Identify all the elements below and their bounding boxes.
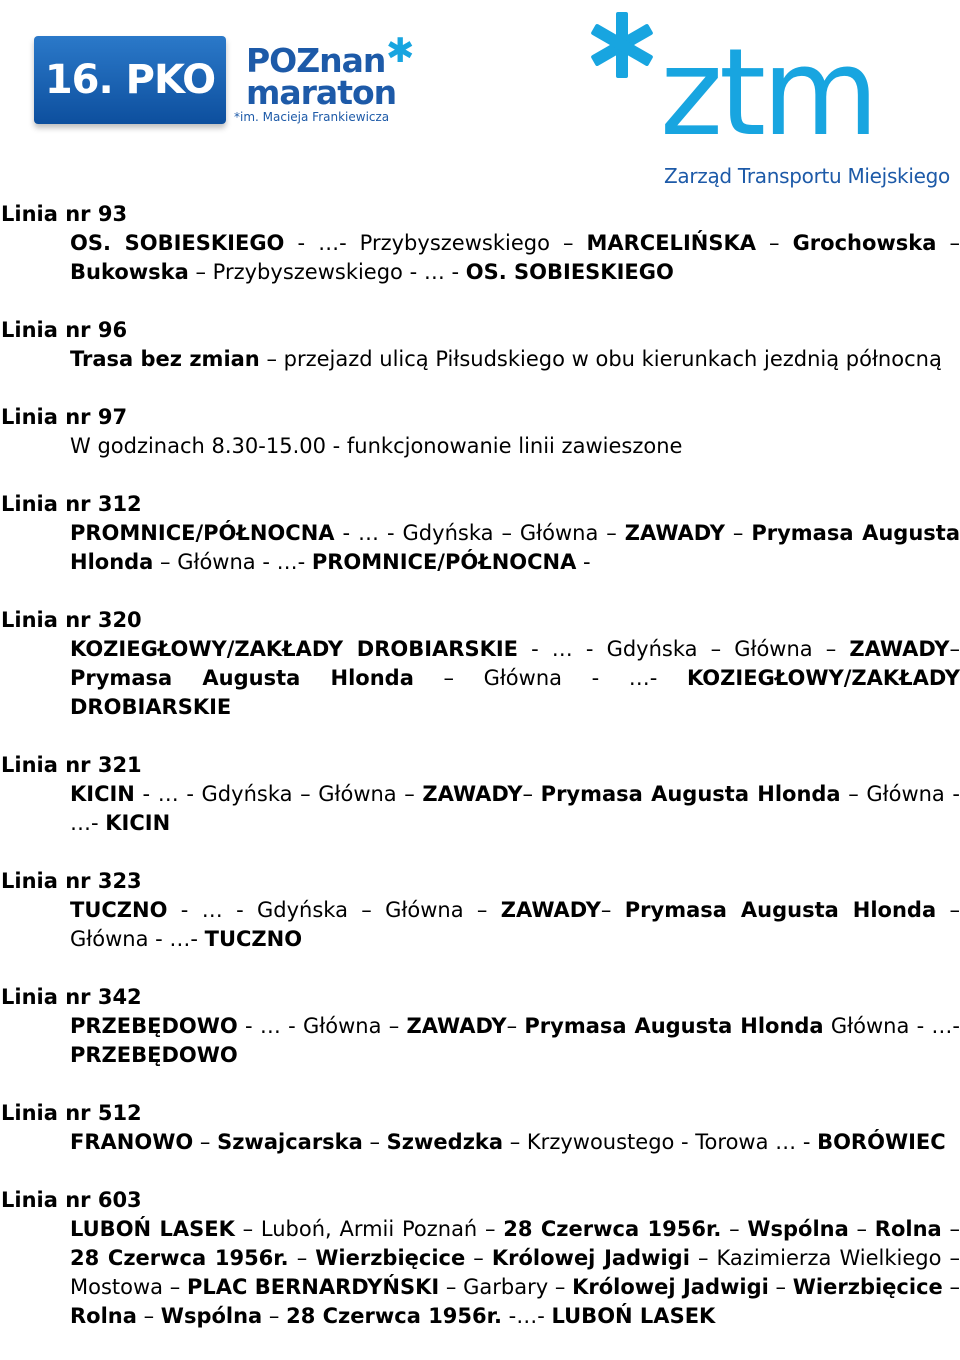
route-text: – Luboń, Armii Poznań – xyxy=(235,1217,503,1241)
route-stop-bold: Prymasa Augusta Hlonda xyxy=(541,782,841,806)
route-title: Linia nr 96 xyxy=(0,316,960,345)
route-text: – Główna - …- xyxy=(153,550,311,574)
route-text: – Garbary – xyxy=(439,1275,572,1299)
route-description xyxy=(0,780,960,838)
route-entry xyxy=(0,751,960,838)
route-description xyxy=(0,345,960,374)
route-text: – xyxy=(507,1014,525,1038)
route-stop-bold: PRZEBĘDOWO xyxy=(70,1014,238,1038)
route-text: – xyxy=(289,1246,316,1270)
poznan-logo-top: POZnan xyxy=(246,44,385,78)
route-stop-bold: Prymasa Augusta Hlonda xyxy=(625,898,936,922)
route-stop-bold: TUCZNO xyxy=(70,898,167,922)
route-text: -…- xyxy=(502,1304,552,1328)
route-stop-bold: Wierzbięcice xyxy=(793,1275,943,1299)
route-stop-bold: PRZEBĘDOWO xyxy=(70,1043,238,1067)
route-stop-bold: Królowej Jadwigi xyxy=(492,1246,690,1270)
route-stop-bold: FRANOWO xyxy=(70,1130,193,1154)
route-text: – Główna - …- xyxy=(414,666,687,690)
route-text: – Główna - …- xyxy=(70,782,960,835)
route-stop-bold: TUCZNO xyxy=(205,927,302,951)
route-entry xyxy=(0,403,960,461)
ztm-subtitle: Zarząd Transportu Miejskiego xyxy=(664,164,950,188)
poznan-logo-bottom: maraton xyxy=(246,76,396,110)
route-text: – xyxy=(756,231,793,255)
route-stop-bold: BORÓWIEC xyxy=(817,1130,946,1154)
route-text: – xyxy=(936,231,960,255)
route-text: – xyxy=(725,521,751,545)
route-stop-bold: Wierzbięcice xyxy=(315,1246,465,1270)
route-text: – xyxy=(950,637,960,661)
route-title: Linia nr 312 xyxy=(0,490,960,519)
route-text: – xyxy=(193,1130,217,1154)
route-text: – xyxy=(942,1217,960,1241)
route-text: – xyxy=(769,1275,793,1299)
route-stop-bold: Trasa bez zmian xyxy=(70,347,260,371)
route-title: Linia nr 320 xyxy=(0,606,960,635)
route-stop-bold: MARCELIŃSKA xyxy=(586,231,756,255)
route-stop-bold: 28 Czerwca 1956r. xyxy=(286,1304,502,1328)
route-stop-bold: ZAWADY xyxy=(625,521,725,545)
route-description xyxy=(0,432,960,461)
route-stop-bold: OS. SOBIESKIEGO xyxy=(466,260,674,284)
poznan-logo-subtitle: *im. Macieja Frankiewicza xyxy=(234,110,389,124)
route-title: Linia nr 321 xyxy=(0,751,960,780)
route-stop-bold: Prymasa Augusta Hlonda xyxy=(70,666,414,690)
route-title: Linia nr 97 xyxy=(0,403,960,432)
pko-logo: 16. PKO xyxy=(34,36,226,124)
route-stop-bold: Wspólna xyxy=(747,1217,848,1241)
header xyxy=(0,0,960,200)
route-stop-bold: Prymasa Augusta Hlonda xyxy=(70,521,960,574)
route-text: - … - Gdyńska – Główna – xyxy=(518,637,849,661)
route-text: Główna - …- xyxy=(824,1014,960,1038)
route-entry xyxy=(0,1186,960,1331)
route-description xyxy=(0,1215,960,1331)
route-text: – xyxy=(523,782,541,806)
route-entry xyxy=(0,983,960,1070)
route-entry xyxy=(0,490,960,577)
route-title: Linia nr 603 xyxy=(0,1186,960,1215)
route-text: – przejazd ulicą Piłsudskiego w obu kierunkach jezdnią północną xyxy=(260,347,942,371)
route-stop-bold: ZAWADY xyxy=(849,637,949,661)
route-text: – xyxy=(465,1246,492,1270)
ztm-star-icon xyxy=(590,12,653,78)
route-title: Linia nr 323 xyxy=(0,867,960,896)
route-title: Linia nr 512 xyxy=(0,1099,960,1128)
route-text: - … - Gdyńska – Główna – xyxy=(335,521,625,545)
route-description xyxy=(0,1012,960,1070)
route-stop-bold: ZAWADY xyxy=(422,782,522,806)
route-description xyxy=(0,896,960,954)
route-title: Linia nr 93 xyxy=(0,200,960,229)
ztm-wordmark: ztm xyxy=(660,24,875,156)
route-stop-bold: ZAWADY xyxy=(407,1014,507,1038)
route-entry xyxy=(0,316,960,374)
route-stop-bold: PLAC BERNARDYŃSKI xyxy=(187,1275,439,1299)
route-text: – xyxy=(262,1304,286,1328)
route-text: – Kazimierza Wielkiego – Mostowa – xyxy=(70,1246,960,1299)
route-stop-bold: ZAWADY xyxy=(501,898,601,922)
route-text: – Przybyszewskiego - … - xyxy=(189,260,466,284)
route-stop-bold: Rolna xyxy=(875,1217,942,1241)
route-entry xyxy=(0,867,960,954)
route-title: Linia nr 342 xyxy=(0,983,960,1012)
route-stop-bold: KICIN xyxy=(70,782,135,806)
route-text: - … - Gdyńska – Główna – xyxy=(167,898,500,922)
route-stop-bold: PROMNICE/PÓŁNOCNA xyxy=(312,550,577,574)
route-stop-bold: KICIN xyxy=(105,811,170,835)
route-stop-bold: Rolna xyxy=(70,1304,137,1328)
route-text: – xyxy=(363,1130,387,1154)
route-text: - …- Przybyszewskiego – xyxy=(284,231,586,255)
route-description xyxy=(0,635,960,722)
route-stop-bold: Wspólna xyxy=(161,1304,262,1328)
route-text: – Główna - …- xyxy=(70,898,960,951)
route-stop-bold: LUBOŃ LASEK xyxy=(70,1217,235,1241)
route-text: – xyxy=(137,1304,161,1328)
route-stop-bold: Królowej Jadwigi xyxy=(572,1275,769,1299)
route-stop-bold: LUBOŃ LASEK xyxy=(552,1304,716,1328)
route-text: – xyxy=(943,1275,960,1299)
route-text: – xyxy=(721,1217,747,1241)
route-stop-bold: KOZIEGŁOWY/ZAKŁADY DROBIARSKIE xyxy=(70,637,518,661)
route-description xyxy=(0,519,960,577)
route-text: - xyxy=(576,550,590,574)
route-text: – xyxy=(849,1217,875,1241)
route-stop-bold: 28 Czerwca 1956r. xyxy=(503,1217,721,1241)
route-entry xyxy=(0,1099,960,1157)
route-stop-bold: Grochowska xyxy=(793,231,937,255)
route-stop-bold: PROMNICE/PÓŁNOCNA xyxy=(70,521,335,545)
route-text: – xyxy=(601,898,625,922)
route-stop-bold: KOZIEGŁOWY/ZAKŁADY DROBIARSKIE xyxy=(70,666,960,719)
route-stop-bold: Prymasa Augusta Hlonda xyxy=(524,1014,823,1038)
route-text: W godzinach 8.30-15.00 - funkcjonowanie linii zawieszone xyxy=(70,434,682,458)
route-list xyxy=(0,200,960,1360)
route-entry xyxy=(0,200,960,287)
route-description xyxy=(0,1128,960,1157)
poznan-star-icon: ✱ xyxy=(386,34,415,68)
route-text: – Krzywoustego - Torowa … - xyxy=(503,1130,817,1154)
route-text: - … - Gdyńska – Główna – xyxy=(135,782,423,806)
route-stop-bold: OS. SOBIESKIEGO xyxy=(70,231,284,255)
route-stop-bold: Szwajcarska xyxy=(217,1130,363,1154)
route-stop-bold: Szwedzka xyxy=(387,1130,503,1154)
route-stop-bold: Bukowska xyxy=(70,260,189,284)
route-stop-bold: 28 Czerwca 1956r. xyxy=(70,1246,289,1270)
route-entry xyxy=(0,606,960,722)
route-description xyxy=(0,229,960,287)
ztm-logo xyxy=(580,6,950,156)
route-text: - … - Główna – xyxy=(238,1014,407,1038)
